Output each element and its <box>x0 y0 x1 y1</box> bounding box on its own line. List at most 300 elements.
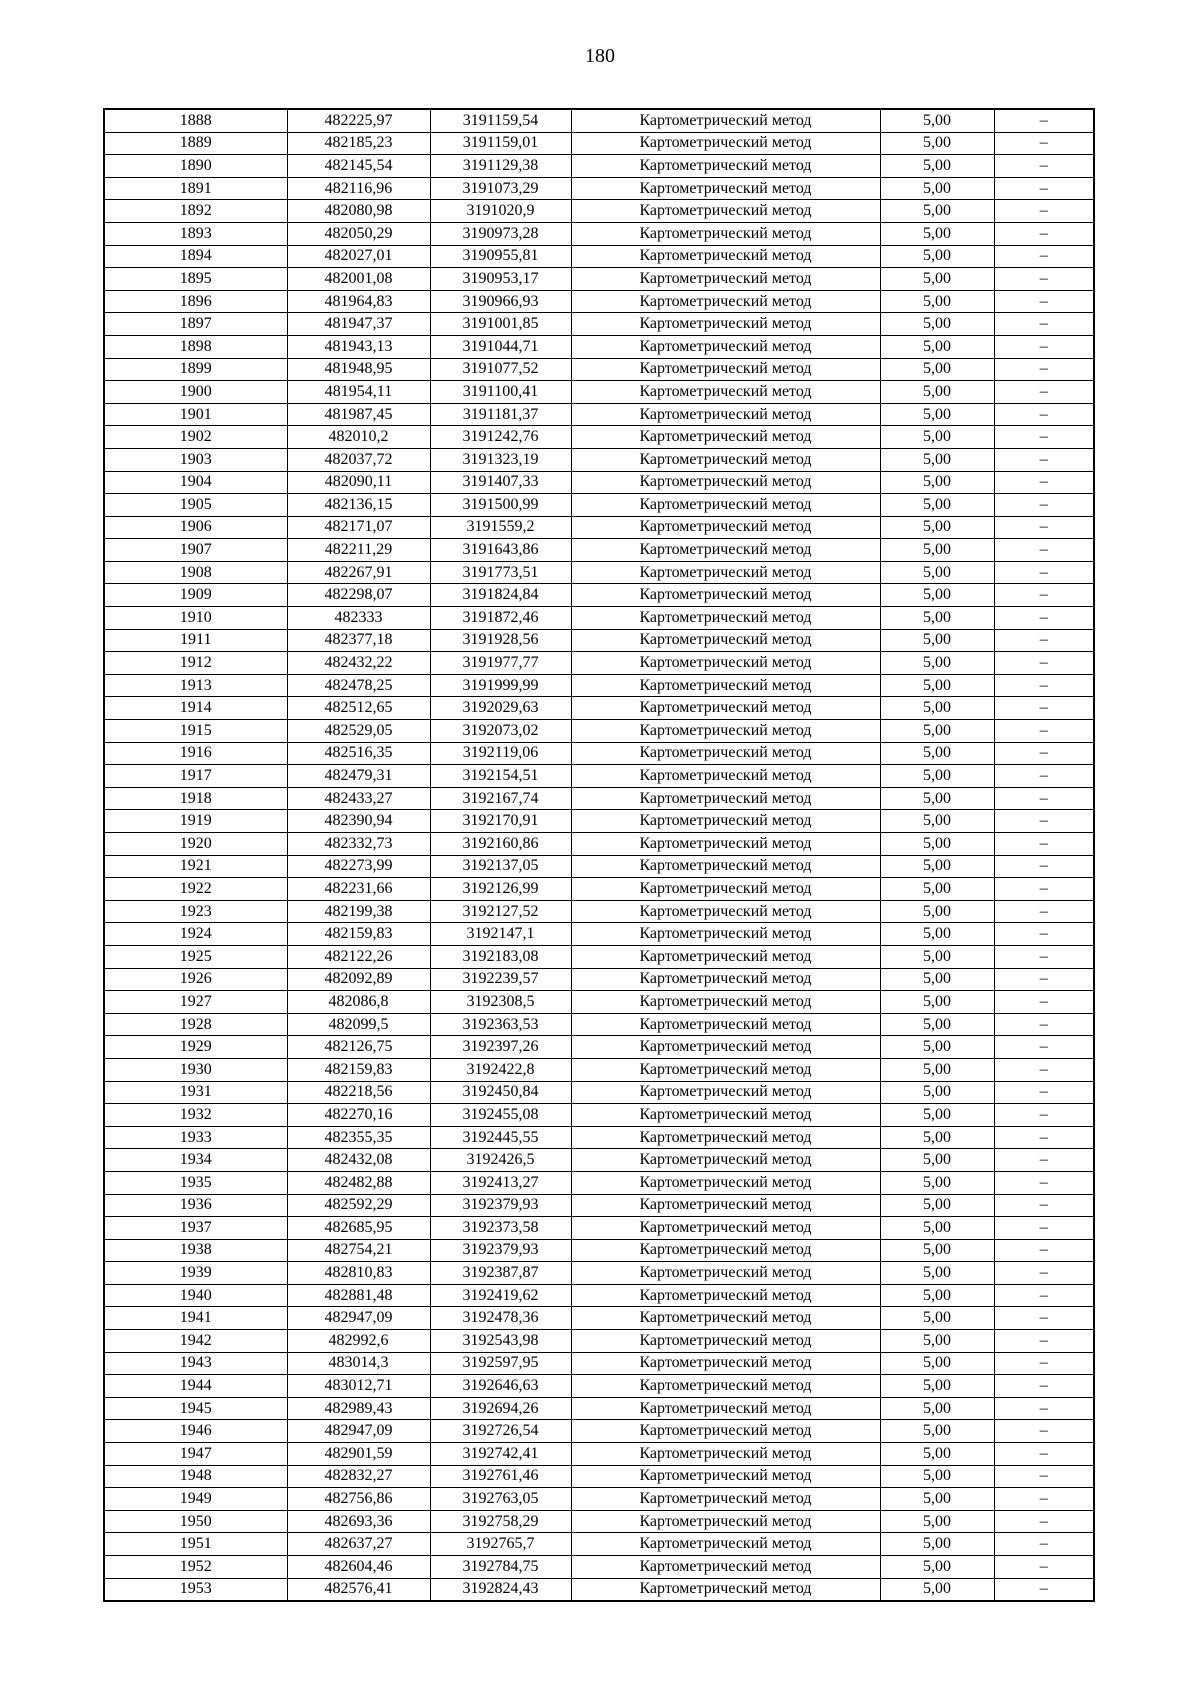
method-cell: Картометрический метод <box>571 494 880 517</box>
accuracy-cell: 5,00 <box>880 697 994 720</box>
point-number-cell: 1900 <box>104 381 287 404</box>
description-cell: – <box>994 1533 1094 1556</box>
x-coordinate-cell: 482685,95 <box>287 1217 430 1240</box>
method-cell: Картометрический метод <box>571 290 880 313</box>
accuracy-cell: 5,00 <box>880 1443 994 1466</box>
description-cell: – <box>994 1375 1094 1398</box>
accuracy-cell: 5,00 <box>880 539 994 562</box>
description-cell: – <box>994 155 1094 178</box>
description-cell: – <box>994 1171 1094 1194</box>
point-number-cell: 1913 <box>104 674 287 697</box>
table-row <box>104 448 1094 471</box>
table-row <box>104 403 1094 426</box>
table-row <box>104 1171 1094 1194</box>
x-coordinate-cell: 482116,96 <box>287 177 430 200</box>
table-row <box>104 1465 1094 1488</box>
accuracy-cell: 5,00 <box>880 290 994 313</box>
method-cell: Картометрический метод <box>571 1262 880 1285</box>
y-coordinate-cell: 3192478,36 <box>430 1307 571 1330</box>
point-number-cell: 1943 <box>104 1352 287 1375</box>
method-cell: Картометрический метод <box>571 403 880 426</box>
method-cell: Картометрический метод <box>571 787 880 810</box>
description-cell: – <box>994 1126 1094 1149</box>
table-row <box>104 200 1094 223</box>
accuracy-cell: 5,00 <box>880 1104 994 1127</box>
description-cell: – <box>994 1397 1094 1420</box>
method-cell: Картометрический метод <box>571 810 880 833</box>
point-number-cell: 1907 <box>104 539 287 562</box>
description-cell: – <box>994 697 1094 720</box>
x-coordinate-cell: 482881,48 <box>287 1284 430 1307</box>
table-row <box>104 381 1094 404</box>
point-number-cell: 1924 <box>104 923 287 946</box>
point-number-cell: 1946 <box>104 1420 287 1443</box>
method-cell: Картометрический метод <box>571 539 880 562</box>
accuracy-cell: 5,00 <box>880 1420 994 1443</box>
x-coordinate-cell: 482145,54 <box>287 155 430 178</box>
y-coordinate-cell: 3192422,8 <box>430 1058 571 1081</box>
point-number-cell: 1944 <box>104 1375 287 1398</box>
point-number-cell: 1949 <box>104 1488 287 1511</box>
table-row <box>104 1194 1094 1217</box>
x-coordinate-cell: 482211,29 <box>287 539 430 562</box>
x-coordinate-cell: 482027,01 <box>287 245 430 268</box>
description-cell: – <box>994 1510 1094 1533</box>
x-coordinate-cell: 482754,21 <box>287 1239 430 1262</box>
method-cell: Картометрический метод <box>571 1284 880 1307</box>
x-coordinate-cell: 481954,11 <box>287 381 430 404</box>
method-cell: Картометрический метод <box>571 923 880 946</box>
method-cell: Картометрический метод <box>571 878 880 901</box>
description-cell: – <box>994 132 1094 155</box>
table-row <box>104 132 1094 155</box>
y-coordinate-cell: 3191872,46 <box>430 607 571 630</box>
method-cell: Картометрический метод <box>571 516 880 539</box>
description-cell: – <box>994 426 1094 449</box>
description-cell: – <box>994 1578 1094 1601</box>
method-cell: Картометрический метод <box>571 109 880 132</box>
x-coordinate-cell: 482333 <box>287 607 430 630</box>
point-number-cell: 1910 <box>104 607 287 630</box>
accuracy-cell: 5,00 <box>880 652 994 675</box>
method-cell: Картометрический метод <box>571 177 880 200</box>
method-cell: Картометрический метод <box>571 1104 880 1127</box>
description-cell: – <box>994 1307 1094 1330</box>
y-coordinate-cell: 3192167,74 <box>430 787 571 810</box>
description-cell: – <box>994 1488 1094 1511</box>
y-coordinate-cell: 3191020,9 <box>430 200 571 223</box>
point-number-cell: 1905 <box>104 494 287 517</box>
y-coordinate-cell: 3192726,54 <box>430 1420 571 1443</box>
table-row <box>104 313 1094 336</box>
point-number-cell: 1890 <box>104 155 287 178</box>
accuracy-cell: 5,00 <box>880 516 994 539</box>
accuracy-cell: 5,00 <box>880 1217 994 1240</box>
method-cell: Картометрический метод <box>571 720 880 743</box>
accuracy-cell: 5,00 <box>880 923 994 946</box>
accuracy-cell: 5,00 <box>880 1533 994 1556</box>
description-cell: – <box>994 833 1094 856</box>
table-row <box>104 810 1094 833</box>
point-number-cell: 1933 <box>104 1126 287 1149</box>
point-number-cell: 1904 <box>104 471 287 494</box>
accuracy-cell: 5,00 <box>880 810 994 833</box>
description-cell: – <box>994 787 1094 810</box>
method-cell: Картометрический метод <box>571 765 880 788</box>
x-coordinate-cell: 482576,41 <box>287 1578 430 1601</box>
method-cell: Картометрический метод <box>571 381 880 404</box>
method-cell: Картометрический метод <box>571 1443 880 1466</box>
x-coordinate-cell: 482050,29 <box>287 222 430 245</box>
y-coordinate-cell: 3191100,41 <box>430 381 571 404</box>
x-coordinate-cell: 482225,97 <box>287 109 430 132</box>
method-cell: Картометрический метод <box>571 358 880 381</box>
y-coordinate-cell: 3192742,41 <box>430 1443 571 1466</box>
table-row <box>104 177 1094 200</box>
point-number-cell: 1893 <box>104 222 287 245</box>
y-coordinate-cell: 3192824,43 <box>430 1578 571 1601</box>
accuracy-cell: 5,00 <box>880 1013 994 1036</box>
description-cell: – <box>994 810 1094 833</box>
accuracy-cell: 5,00 <box>880 945 994 968</box>
table-row <box>104 1307 1094 1330</box>
x-coordinate-cell: 482086,8 <box>287 991 430 1014</box>
method-cell: Картометрический метод <box>571 200 880 223</box>
y-coordinate-cell: 3192455,08 <box>430 1104 571 1127</box>
y-coordinate-cell: 3192763,05 <box>430 1488 571 1511</box>
method-cell: Картометрический метод <box>571 1126 880 1149</box>
y-coordinate-cell: 3192419,62 <box>430 1284 571 1307</box>
table-row <box>104 1013 1094 1036</box>
description-cell: – <box>994 1330 1094 1353</box>
x-coordinate-cell: 482273,99 <box>287 855 430 878</box>
method-cell: Картометрический метод <box>571 1058 880 1081</box>
description-cell: – <box>994 1104 1094 1127</box>
y-coordinate-cell: 3192170,91 <box>430 810 571 833</box>
accuracy-cell: 5,00 <box>880 787 994 810</box>
x-coordinate-cell: 482756,86 <box>287 1488 430 1511</box>
method-cell: Картометрический метод <box>571 1171 880 1194</box>
table-row <box>104 1284 1094 1307</box>
x-coordinate-cell: 482433,27 <box>287 787 430 810</box>
x-coordinate-cell: 482989,43 <box>287 1397 430 1420</box>
x-coordinate-cell: 482136,15 <box>287 494 430 517</box>
table-row <box>104 155 1094 178</box>
method-cell: Картометрический метод <box>571 1488 880 1511</box>
description-cell: – <box>994 991 1094 1014</box>
table-row <box>104 1262 1094 1285</box>
y-coordinate-cell: 3191159,01 <box>430 132 571 155</box>
accuracy-cell: 5,00 <box>880 426 994 449</box>
description-cell: – <box>994 1058 1094 1081</box>
table-row <box>104 1058 1094 1081</box>
description-cell: – <box>994 1284 1094 1307</box>
x-coordinate-cell: 482478,25 <box>287 674 430 697</box>
y-coordinate-cell: 3191159,54 <box>430 109 571 132</box>
table-row <box>104 1397 1094 1420</box>
method-cell: Картометрический метод <box>571 607 880 630</box>
x-coordinate-cell: 482218,56 <box>287 1081 430 1104</box>
x-coordinate-cell: 482298,07 <box>287 584 430 607</box>
point-number-cell: 1939 <box>104 1262 287 1285</box>
method-cell: Картометрический метод <box>571 968 880 991</box>
x-coordinate-cell: 483014,3 <box>287 1352 430 1375</box>
x-coordinate-cell: 482126,75 <box>287 1036 430 1059</box>
description-cell: – <box>994 516 1094 539</box>
x-coordinate-cell: 482332,73 <box>287 833 430 856</box>
method-cell: Картометрический метод <box>571 855 880 878</box>
x-coordinate-cell: 481947,37 <box>287 313 430 336</box>
point-number-cell: 1941 <box>104 1307 287 1330</box>
accuracy-cell: 5,00 <box>880 584 994 607</box>
x-coordinate-cell: 482832,27 <box>287 1465 430 1488</box>
method-cell: Картометрический метод <box>571 1510 880 1533</box>
point-number-cell: 1931 <box>104 1081 287 1104</box>
table-row <box>104 991 1094 1014</box>
point-number-cell: 1922 <box>104 878 287 901</box>
y-coordinate-cell: 3192308,5 <box>430 991 571 1014</box>
point-number-cell: 1951 <box>104 1533 287 1556</box>
method-cell: Картометрический метод <box>571 833 880 856</box>
accuracy-cell: 5,00 <box>880 900 994 923</box>
point-number-cell: 1902 <box>104 426 287 449</box>
method-cell: Картометрический метод <box>571 313 880 336</box>
accuracy-cell: 5,00 <box>880 1284 994 1307</box>
accuracy-cell: 5,00 <box>880 1330 994 1353</box>
table-row <box>104 516 1094 539</box>
point-number-cell: 1932 <box>104 1104 287 1127</box>
accuracy-cell: 5,00 <box>880 1510 994 1533</box>
table-row <box>104 1443 1094 1466</box>
accuracy-cell: 5,00 <box>880 177 994 200</box>
x-coordinate-cell: 482432,22 <box>287 652 430 675</box>
y-coordinate-cell: 3192694,26 <box>430 1397 571 1420</box>
x-coordinate-cell: 482512,65 <box>287 697 430 720</box>
table-row <box>104 358 1094 381</box>
method-cell: Картометрический метод <box>571 1036 880 1059</box>
method-cell: Картометрический метод <box>571 268 880 291</box>
point-number-cell: 1937 <box>104 1217 287 1240</box>
accuracy-cell: 5,00 <box>880 765 994 788</box>
method-cell: Картометрический метод <box>571 471 880 494</box>
table-row <box>104 426 1094 449</box>
description-cell: – <box>994 1081 1094 1104</box>
description-cell: – <box>994 448 1094 471</box>
y-coordinate-cell: 3190955,81 <box>430 245 571 268</box>
y-coordinate-cell: 3192154,51 <box>430 765 571 788</box>
method-cell: Картометрический метод <box>571 245 880 268</box>
point-number-cell: 1917 <box>104 765 287 788</box>
point-number-cell: 1936 <box>104 1194 287 1217</box>
table-row <box>104 1126 1094 1149</box>
y-coordinate-cell: 3190966,93 <box>430 290 571 313</box>
x-coordinate-cell: 482992,6 <box>287 1330 430 1353</box>
description-cell: – <box>994 584 1094 607</box>
x-coordinate-cell: 482231,66 <box>287 878 430 901</box>
point-number-cell: 1889 <box>104 132 287 155</box>
x-coordinate-cell: 482185,23 <box>287 132 430 155</box>
x-coordinate-cell: 482199,38 <box>287 900 430 923</box>
description-cell: – <box>994 494 1094 517</box>
table-row <box>104 765 1094 788</box>
table-row <box>104 471 1094 494</box>
x-coordinate-cell: 482901,59 <box>287 1443 430 1466</box>
point-number-cell: 1897 <box>104 313 287 336</box>
accuracy-cell: 5,00 <box>880 494 994 517</box>
point-number-cell: 1927 <box>104 991 287 1014</box>
method-cell: Картометрический метод <box>571 1352 880 1375</box>
table-row <box>104 1330 1094 1353</box>
accuracy-cell: 5,00 <box>880 245 994 268</box>
accuracy-cell: 5,00 <box>880 991 994 1014</box>
description-cell: – <box>994 855 1094 878</box>
table-row <box>104 222 1094 245</box>
y-coordinate-cell: 3192147,1 <box>430 923 571 946</box>
y-coordinate-cell: 3190973,28 <box>430 222 571 245</box>
method-cell: Картометрический метод <box>571 1420 880 1443</box>
accuracy-cell: 5,00 <box>880 629 994 652</box>
y-coordinate-cell: 3192126,99 <box>430 878 571 901</box>
x-coordinate-cell: 482592,29 <box>287 1194 430 1217</box>
table-row <box>104 833 1094 856</box>
table-row <box>104 1533 1094 1556</box>
y-coordinate-cell: 3192543,98 <box>430 1330 571 1353</box>
y-coordinate-cell: 3192413,27 <box>430 1171 571 1194</box>
point-number-cell: 1908 <box>104 561 287 584</box>
point-number-cell: 1892 <box>104 200 287 223</box>
description-cell: – <box>994 335 1094 358</box>
table-row <box>104 109 1094 132</box>
point-number-cell: 1896 <box>104 290 287 313</box>
description-cell: – <box>994 1036 1094 1059</box>
x-coordinate-cell: 482604,46 <box>287 1556 430 1579</box>
point-number-cell: 1938 <box>104 1239 287 1262</box>
point-number-cell: 1923 <box>104 900 287 923</box>
description-cell: – <box>994 674 1094 697</box>
table-row <box>104 652 1094 675</box>
accuracy-cell: 5,00 <box>880 403 994 426</box>
x-coordinate-cell: 482947,09 <box>287 1420 430 1443</box>
description-cell: – <box>994 1443 1094 1466</box>
table-row <box>104 268 1094 291</box>
y-coordinate-cell: 3191559,2 <box>430 516 571 539</box>
method-cell: Картометрический метод <box>571 674 880 697</box>
x-coordinate-cell: 482479,31 <box>287 765 430 788</box>
accuracy-cell: 5,00 <box>880 1352 994 1375</box>
table-row <box>104 607 1094 630</box>
description-cell: – <box>994 1262 1094 1285</box>
table-row <box>104 878 1094 901</box>
table-row <box>104 561 1094 584</box>
accuracy-cell: 5,00 <box>880 674 994 697</box>
y-coordinate-cell: 3192373,58 <box>430 1217 571 1240</box>
y-coordinate-cell: 3192450,84 <box>430 1081 571 1104</box>
accuracy-cell: 5,00 <box>880 1375 994 1398</box>
x-coordinate-cell: 482267,91 <box>287 561 430 584</box>
method-cell: Картометрический метод <box>571 991 880 1014</box>
accuracy-cell: 5,00 <box>880 878 994 901</box>
x-coordinate-cell: 482010,2 <box>287 426 430 449</box>
method-cell: Картометрический метод <box>571 1081 880 1104</box>
x-coordinate-cell: 482482,88 <box>287 1171 430 1194</box>
y-coordinate-cell: 3191928,56 <box>430 629 571 652</box>
accuracy-cell: 5,00 <box>880 1058 994 1081</box>
x-coordinate-cell: 482432,08 <box>287 1149 430 1172</box>
description-cell: – <box>994 1194 1094 1217</box>
y-coordinate-cell: 3192761,46 <box>430 1465 571 1488</box>
description-cell: – <box>994 1420 1094 1443</box>
table-row <box>104 1036 1094 1059</box>
description-cell: – <box>994 1239 1094 1262</box>
point-number-cell: 1935 <box>104 1171 287 1194</box>
point-number-cell: 1920 <box>104 833 287 856</box>
description-cell: – <box>994 765 1094 788</box>
x-coordinate-cell: 482947,09 <box>287 1307 430 1330</box>
x-coordinate-cell: 482159,83 <box>287 1058 430 1081</box>
method-cell: Картометрический метод <box>571 945 880 968</box>
table-row <box>104 1352 1094 1375</box>
point-number-cell: 1912 <box>104 652 287 675</box>
description-cell: – <box>994 381 1094 404</box>
point-number-cell: 1934 <box>104 1149 287 1172</box>
description-cell: – <box>994 652 1094 675</box>
method-cell: Картометрический метод <box>571 900 880 923</box>
table-row <box>104 245 1094 268</box>
accuracy-cell: 5,00 <box>880 1036 994 1059</box>
table-row <box>104 1578 1094 1601</box>
method-cell: Картометрический метод <box>571 1465 880 1488</box>
point-number-cell: 1952 <box>104 1556 287 1579</box>
x-coordinate-cell: 482377,18 <box>287 629 430 652</box>
table-row <box>104 787 1094 810</box>
y-coordinate-cell: 3192758,29 <box>430 1510 571 1533</box>
description-cell: – <box>994 968 1094 991</box>
description-cell: – <box>994 222 1094 245</box>
description-cell: – <box>994 539 1094 562</box>
method-cell: Картометрический метод <box>571 1307 880 1330</box>
description-cell: – <box>994 200 1094 223</box>
accuracy-cell: 5,00 <box>880 268 994 291</box>
table-row <box>104 539 1094 562</box>
coordinates-table-body <box>104 109 1094 1601</box>
table-row <box>104 923 1094 946</box>
point-number-cell: 1899 <box>104 358 287 381</box>
method-cell: Картометрический метод <box>571 1578 880 1601</box>
accuracy-cell: 5,00 <box>880 109 994 132</box>
description-cell: – <box>994 945 1094 968</box>
y-coordinate-cell: 3191129,38 <box>430 155 571 178</box>
y-coordinate-cell: 3192445,55 <box>430 1126 571 1149</box>
accuracy-cell: 5,00 <box>880 1239 994 1262</box>
y-coordinate-cell: 3192379,93 <box>430 1239 571 1262</box>
point-number-cell: 1950 <box>104 1510 287 1533</box>
y-coordinate-cell: 3192119,06 <box>430 742 571 765</box>
description-cell: – <box>994 878 1094 901</box>
y-coordinate-cell: 3191977,77 <box>430 652 571 675</box>
table-row <box>104 1081 1094 1104</box>
description-cell: – <box>994 290 1094 313</box>
point-number-cell: 1901 <box>104 403 287 426</box>
point-number-cell: 1888 <box>104 109 287 132</box>
y-coordinate-cell: 3191242,76 <box>430 426 571 449</box>
description-cell: – <box>994 629 1094 652</box>
table-row <box>104 674 1094 697</box>
method-cell: Картометрический метод <box>571 1330 880 1353</box>
table-row <box>104 742 1094 765</box>
accuracy-cell: 5,00 <box>880 1397 994 1420</box>
y-coordinate-cell: 3191643,86 <box>430 539 571 562</box>
method-cell: Картометрический метод <box>571 742 880 765</box>
